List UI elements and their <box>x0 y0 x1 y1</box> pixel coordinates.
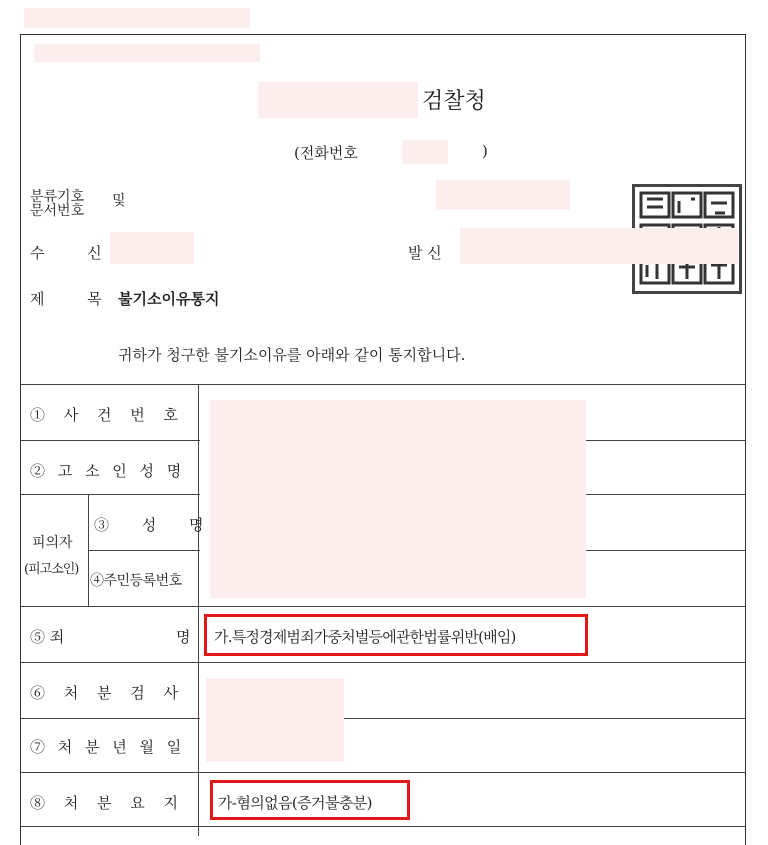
classification-and: 및 <box>112 193 126 209</box>
row-line-6 <box>20 718 200 719</box>
suspect-name-label: ③ 성 명 <box>94 516 204 534</box>
subject-value: 불기소이유통지 <box>118 290 220 308</box>
row-line-2 <box>20 494 200 495</box>
redacted-case-details <box>210 400 586 598</box>
redacted-sender <box>460 228 738 264</box>
row-line-4 <box>20 606 746 607</box>
redacted-header-top <box>24 8 250 28</box>
table-top-line <box>20 384 746 385</box>
prosecutor-label: ⑥ 처 분 검 사 <box>30 684 179 702</box>
suspect-label: 피의자 <box>32 535 73 551</box>
redacted-prosecutor-date <box>206 678 344 762</box>
classification-label-2: 문서번호 <box>30 203 85 219</box>
complainant-name-label: ② 고 소 인 성 명 <box>30 462 182 480</box>
row-line-3 <box>88 550 200 551</box>
crime-value: 가.특정경제범죄가중처벌등에관한법률위반(배임) <box>214 628 516 646</box>
office-suffix: 검찰청 <box>422 89 486 114</box>
disposition-summary-label: ⑧ 처 분 요 지 <box>30 794 179 812</box>
redacted-office-name <box>258 82 418 118</box>
subject-label: 제 목 <box>30 290 102 308</box>
row-line-5 <box>20 662 746 663</box>
row-line-3b <box>586 550 746 551</box>
redacted-recipient <box>110 232 194 264</box>
phone-close: ) <box>482 142 488 160</box>
classification-label-1: 분류기호 <box>30 189 85 205</box>
disposition-date-label: ⑦ 처 분 년 월 일 <box>30 738 182 756</box>
notice-body-text: 귀하가 청구한 불기소이유를 아래와 같이 통지합니다. <box>118 346 466 364</box>
resident-number-label: ④주민등록번호 <box>90 573 182 589</box>
row-line-1b <box>586 440 746 441</box>
crime-label-tail: 명 <box>176 628 191 646</box>
case-number-label: ① 사 건 번 호 <box>30 406 179 424</box>
crime-label: ⑤ 죄 <box>30 628 65 646</box>
label-column-divider <box>198 384 199 836</box>
recipient-label: 수 신 <box>30 244 102 262</box>
row-line-8 <box>20 826 746 827</box>
row-line-1 <box>20 440 200 441</box>
phone-label: (전화번호 <box>294 144 358 162</box>
row-line-6b <box>344 718 746 719</box>
row-line-7 <box>20 772 746 773</box>
suspect-label-sub: (피고소인) <box>24 562 79 577</box>
disposition-value: 가-혐의없음(증거불충분) <box>218 794 372 812</box>
row-line-2b <box>586 494 746 495</box>
redacted-phone <box>402 140 448 164</box>
sender-label: 발 신 <box>408 244 442 262</box>
redacted-doc-number <box>436 180 570 210</box>
